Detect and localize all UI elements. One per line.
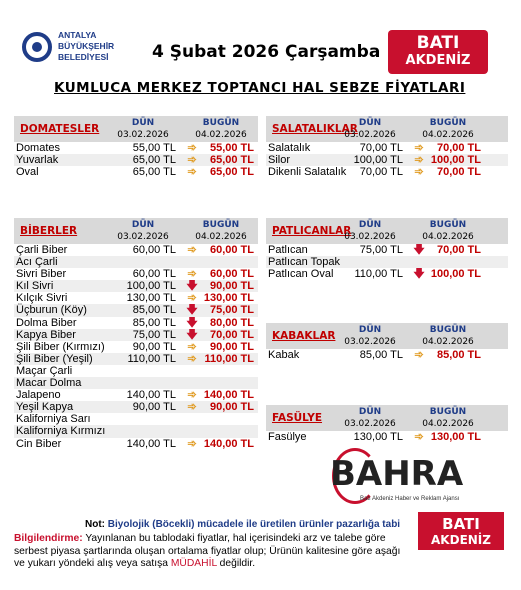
price-today: 70,00 TL [209, 328, 254, 341]
logo-line3: BELEDİYESİ [58, 52, 109, 62]
price-today: 60,00 TL [209, 268, 254, 281]
price-today: 100,00 TL [430, 268, 481, 281]
logo-line1: ANTALYA [58, 30, 97, 40]
table-row [266, 256, 508, 268]
price-yesterday: 75,00 TL [359, 244, 403, 256]
price-yesterday: 110,00 TL [354, 268, 403, 281]
right-arrow-icon: ➾ [187, 340, 197, 353]
down-arrow-icon: 🡇 [186, 316, 198, 329]
table-row [14, 377, 258, 389]
table-salataliklar [266, 116, 508, 178]
price-yesterday: 85,00 TL [132, 316, 176, 329]
col-bugun: BUGÜN [429, 407, 467, 417]
col-bugun-date: 04.02.2026 [422, 130, 474, 140]
product-name: Acı Çarli [16, 256, 58, 269]
brand-line2-bottom: AKDENİZ [431, 533, 491, 547]
product-name: Şili Biber (Kırmızı) [16, 340, 105, 353]
price-today: 90,00 TL [209, 280, 254, 293]
col-bugun: BUGÜN [429, 325, 467, 335]
down-arrow-icon: 🡇 [413, 244, 425, 256]
col-dun-date: 03.02.2026 [344, 232, 396, 242]
table-row [266, 166, 508, 178]
table-kabaklar [266, 323, 508, 361]
price-yesterday: 100,00 TL [126, 280, 176, 293]
product-name: Oval [16, 166, 39, 179]
info-label: Bilgilendirme: [14, 533, 83, 544]
down-arrow-icon: 🡇 [186, 280, 198, 293]
col-bugun-date: 04.02.2026 [422, 232, 474, 242]
table-header [266, 323, 508, 349]
col-bugun: BUGÜN [202, 118, 240, 128]
bahra-tagline: Batı Akdeniz Haber ve Reklam Ajansı [360, 496, 460, 502]
info-text [14, 533, 414, 571]
table-header [266, 116, 508, 142]
table-row [14, 341, 258, 353]
product-name: Domates [16, 142, 61, 154]
price-yesterday: 65,00 TL [132, 166, 176, 179]
col-bugun-date: 04.02.2026 [422, 337, 474, 347]
price-yesterday: 130,00 TL [353, 431, 403, 443]
col-dun-date: 03.02.2026 [344, 130, 396, 140]
product-name: Dikenli Salatalık [268, 166, 347, 179]
price-today: 90,00 TL [209, 340, 254, 353]
product-name: Macar Dolma [16, 377, 82, 390]
antalya-logo [22, 30, 142, 70]
table-header [14, 116, 258, 142]
right-arrow-icon: ➾ [187, 166, 197, 179]
product-name: Patlıcan Oval [268, 268, 334, 281]
col-bugun: BUGÜN [429, 118, 467, 128]
right-arrow-icon: ➾ [414, 166, 424, 179]
col-dun-date: 03.02.2026 [117, 232, 169, 242]
right-arrow-icon: ➾ [414, 142, 424, 154]
table-row [14, 317, 258, 329]
page-title: KUMLUCA MERKEZ TOPTANCI HAL SEBZE FİYATLARI [54, 80, 466, 96]
category-name: KABAKLAR [272, 330, 336, 342]
product-name: Dolma Biber [16, 316, 77, 329]
price-today: 60,00 TL [209, 244, 254, 256]
table-fasulye [266, 405, 508, 443]
product-name: Kapya Biber [16, 328, 76, 341]
price-yesterday: 70,00 TL [359, 166, 403, 179]
price-today: 70,00 TL [436, 244, 481, 256]
table-row [14, 304, 258, 316]
price-yesterday: 130,00 TL [126, 292, 176, 305]
col-dun-date: 03.02.2026 [117, 130, 169, 140]
table-row [266, 431, 508, 443]
right-arrow-icon: ➾ [414, 349, 424, 361]
price-yesterday: 85,00 TL [359, 349, 403, 361]
table-row [14, 401, 258, 413]
col-dun-date: 03.02.2026 [344, 337, 396, 347]
right-arrow-icon: ➾ [187, 292, 197, 305]
table-row [266, 268, 508, 280]
right-arrow-icon: ➾ [187, 352, 197, 365]
logo-emblem-icon [22, 32, 52, 62]
right-arrow-icon: ➾ [187, 437, 197, 450]
price-today: 100,00 TL [430, 154, 481, 167]
table-row [14, 244, 258, 256]
note-prefix: Not: [85, 519, 105, 530]
category-name: DOMATESLER [20, 123, 100, 135]
right-arrow-icon: ➾ [187, 154, 197, 167]
down-arrow-icon: 🡇 [186, 304, 198, 317]
col-dun: DÜN [358, 325, 382, 335]
table-row [266, 244, 508, 256]
table-biberler [14, 218, 258, 450]
price-today: 90,00 TL [209, 401, 254, 414]
table-row [14, 438, 258, 450]
product-name: Yeşil Kapya [16, 401, 74, 414]
price-yesterday: 90,00 TL [132, 401, 176, 414]
price-today: 130,00 TL [430, 431, 481, 443]
table-header [14, 218, 258, 244]
table-row [266, 142, 508, 154]
table-row [266, 349, 508, 361]
product-name: Cin Biber [16, 437, 62, 450]
col-dun: DÜN [358, 407, 382, 417]
price-yesterday: 140,00 TL [126, 437, 176, 450]
info-text1: Yayınlanan bu tablodaki fiyatlar, hal içerisindeki arz ve talebe göre serbest piyasa şartlarında oluşan ortalama fiyatlar olup; Ürünün kalitesine göre aşağı ve yukarı yöndeki alış veya satışa [14, 533, 401, 569]
product-name: Sivri Biber [16, 268, 67, 281]
price-today: 140,00 TL [203, 389, 254, 402]
category-name: BİBERLER [20, 225, 78, 237]
product-name: Üçburun (Köy) [16, 304, 87, 317]
price-yesterday: 100,00 TL [353, 154, 403, 167]
table-header [266, 405, 508, 431]
table-row [14, 142, 258, 154]
brand-line2: AKDENİZ [405, 53, 471, 68]
bati-akdeniz-logo [388, 30, 488, 74]
table-patlicanlar [266, 218, 508, 280]
price-yesterday: 60,00 TL [132, 268, 176, 281]
col-bugun: BUGÜN [429, 220, 467, 230]
price-today: 70,00 TL [436, 142, 481, 154]
product-name: Kabak [268, 349, 300, 361]
note-text: Biyolojik (Böcekli) mücadele ile üretilen ürünler pazarlığa tabi [107, 519, 401, 530]
right-arrow-icon: ➾ [187, 401, 197, 414]
table-row [14, 329, 258, 341]
price-yesterday: 110,00 TL [127, 352, 176, 365]
right-arrow-icon: ➾ [414, 431, 424, 443]
product-name: Silor [268, 154, 291, 167]
price-yesterday: 55,00 TL [132, 142, 176, 154]
table-row [14, 425, 258, 437]
price-today: 75,00 TL [209, 304, 254, 317]
price-today: 140,00 TL [203, 437, 254, 450]
price-today: 85,00 TL [436, 349, 481, 361]
col-bugun-date: 04.02.2026 [195, 130, 247, 140]
price-yesterday: 140,00 TL [126, 389, 176, 402]
info-highlight: MÜDAHİL [170, 558, 217, 569]
col-bugun-date: 04.02.2026 [195, 232, 247, 242]
price-yesterday: 70,00 TL [359, 142, 403, 154]
down-arrow-icon: 🡇 [186, 328, 198, 341]
col-dun: DÜN [131, 118, 155, 128]
col-dun-date: 03.02.2026 [344, 419, 396, 429]
product-name: Kaliforniya Kırmızı [16, 425, 106, 438]
col-dun: DÜN [131, 220, 155, 230]
price-yesterday: 90,00 TL [132, 340, 176, 353]
brand-line1-bottom: BATI [442, 515, 480, 533]
category-name: FASÜLYE [272, 412, 323, 424]
product-name: Yuvarlak [16, 154, 59, 167]
col-dun: DÜN [358, 220, 382, 230]
price-today: 55,00 TL [209, 142, 254, 154]
table-row [14, 413, 258, 425]
category-name: PATLICANLAR [272, 225, 352, 237]
price-today: 130,00 TL [203, 292, 254, 305]
down-arrow-icon: 🡇 [413, 268, 425, 281]
price-yesterday: 75,00 TL [132, 328, 176, 341]
product-name: Şili Biber (Yeşil) [16, 352, 93, 365]
header [0, 0, 521, 80]
table-row [14, 353, 258, 365]
right-arrow-icon: ➾ [187, 268, 197, 281]
table-row [14, 268, 258, 280]
product-name: Kıl Sivri [16, 280, 54, 293]
product-name: Maçar Çarli [16, 364, 73, 377]
price-today: 110,00 TL [204, 352, 254, 365]
col-bugun: BUGÜN [202, 220, 240, 230]
product-name: Çarli Biber [16, 244, 68, 256]
product-name: Patlıcan [268, 244, 308, 256]
product-name: Jalapeno [16, 389, 61, 402]
product-name: Kılçık Sivri [16, 292, 68, 305]
table-row [14, 365, 258, 377]
price-today: 80,00 TL [209, 316, 254, 329]
right-arrow-icon: ➾ [414, 154, 424, 167]
price-today: 70,00 TL [436, 166, 481, 179]
bahra-logo [330, 448, 480, 512]
col-dun: DÜN [358, 118, 382, 128]
report-date: 4 Şubat 2026 Çarşamba [152, 42, 381, 62]
product-name: Salatalık [268, 142, 311, 154]
product-name: Fasülye [268, 431, 307, 443]
table-domatesler [14, 116, 258, 178]
col-bugun-date: 04.02.2026 [422, 419, 474, 429]
price-today: 65,00 TL [209, 166, 254, 179]
product-name: Patlıcan Topak [268, 256, 340, 269]
bati-akdeniz-logo-bottom [416, 510, 506, 552]
right-arrow-icon: ➾ [187, 389, 197, 402]
table-row [14, 280, 258, 292]
info-text2: değildir. [216, 558, 256, 569]
price-today: 65,00 TL [209, 154, 254, 167]
table-row [14, 292, 258, 304]
table-row [14, 256, 258, 268]
right-arrow-icon: ➾ [187, 244, 197, 256]
table-row [266, 154, 508, 166]
brand-line1: BATI [416, 33, 460, 53]
logo-line2: BÜYÜKŞEHİR [58, 41, 115, 51]
table-row [14, 389, 258, 401]
price-yesterday: 60,00 TL [132, 244, 176, 256]
table-header [266, 218, 508, 244]
right-arrow-icon: ➾ [187, 142, 197, 154]
table-row [14, 154, 258, 166]
note [85, 519, 400, 530]
price-yesterday: 65,00 TL [132, 154, 176, 167]
price-yesterday: 85,00 TL [132, 304, 176, 317]
category-name: SALATALIKLAR [272, 123, 358, 135]
bahra-name: BAHRA [330, 454, 464, 494]
table-row [14, 166, 258, 178]
product-name: Kaliforniya Sarı [16, 413, 91, 426]
